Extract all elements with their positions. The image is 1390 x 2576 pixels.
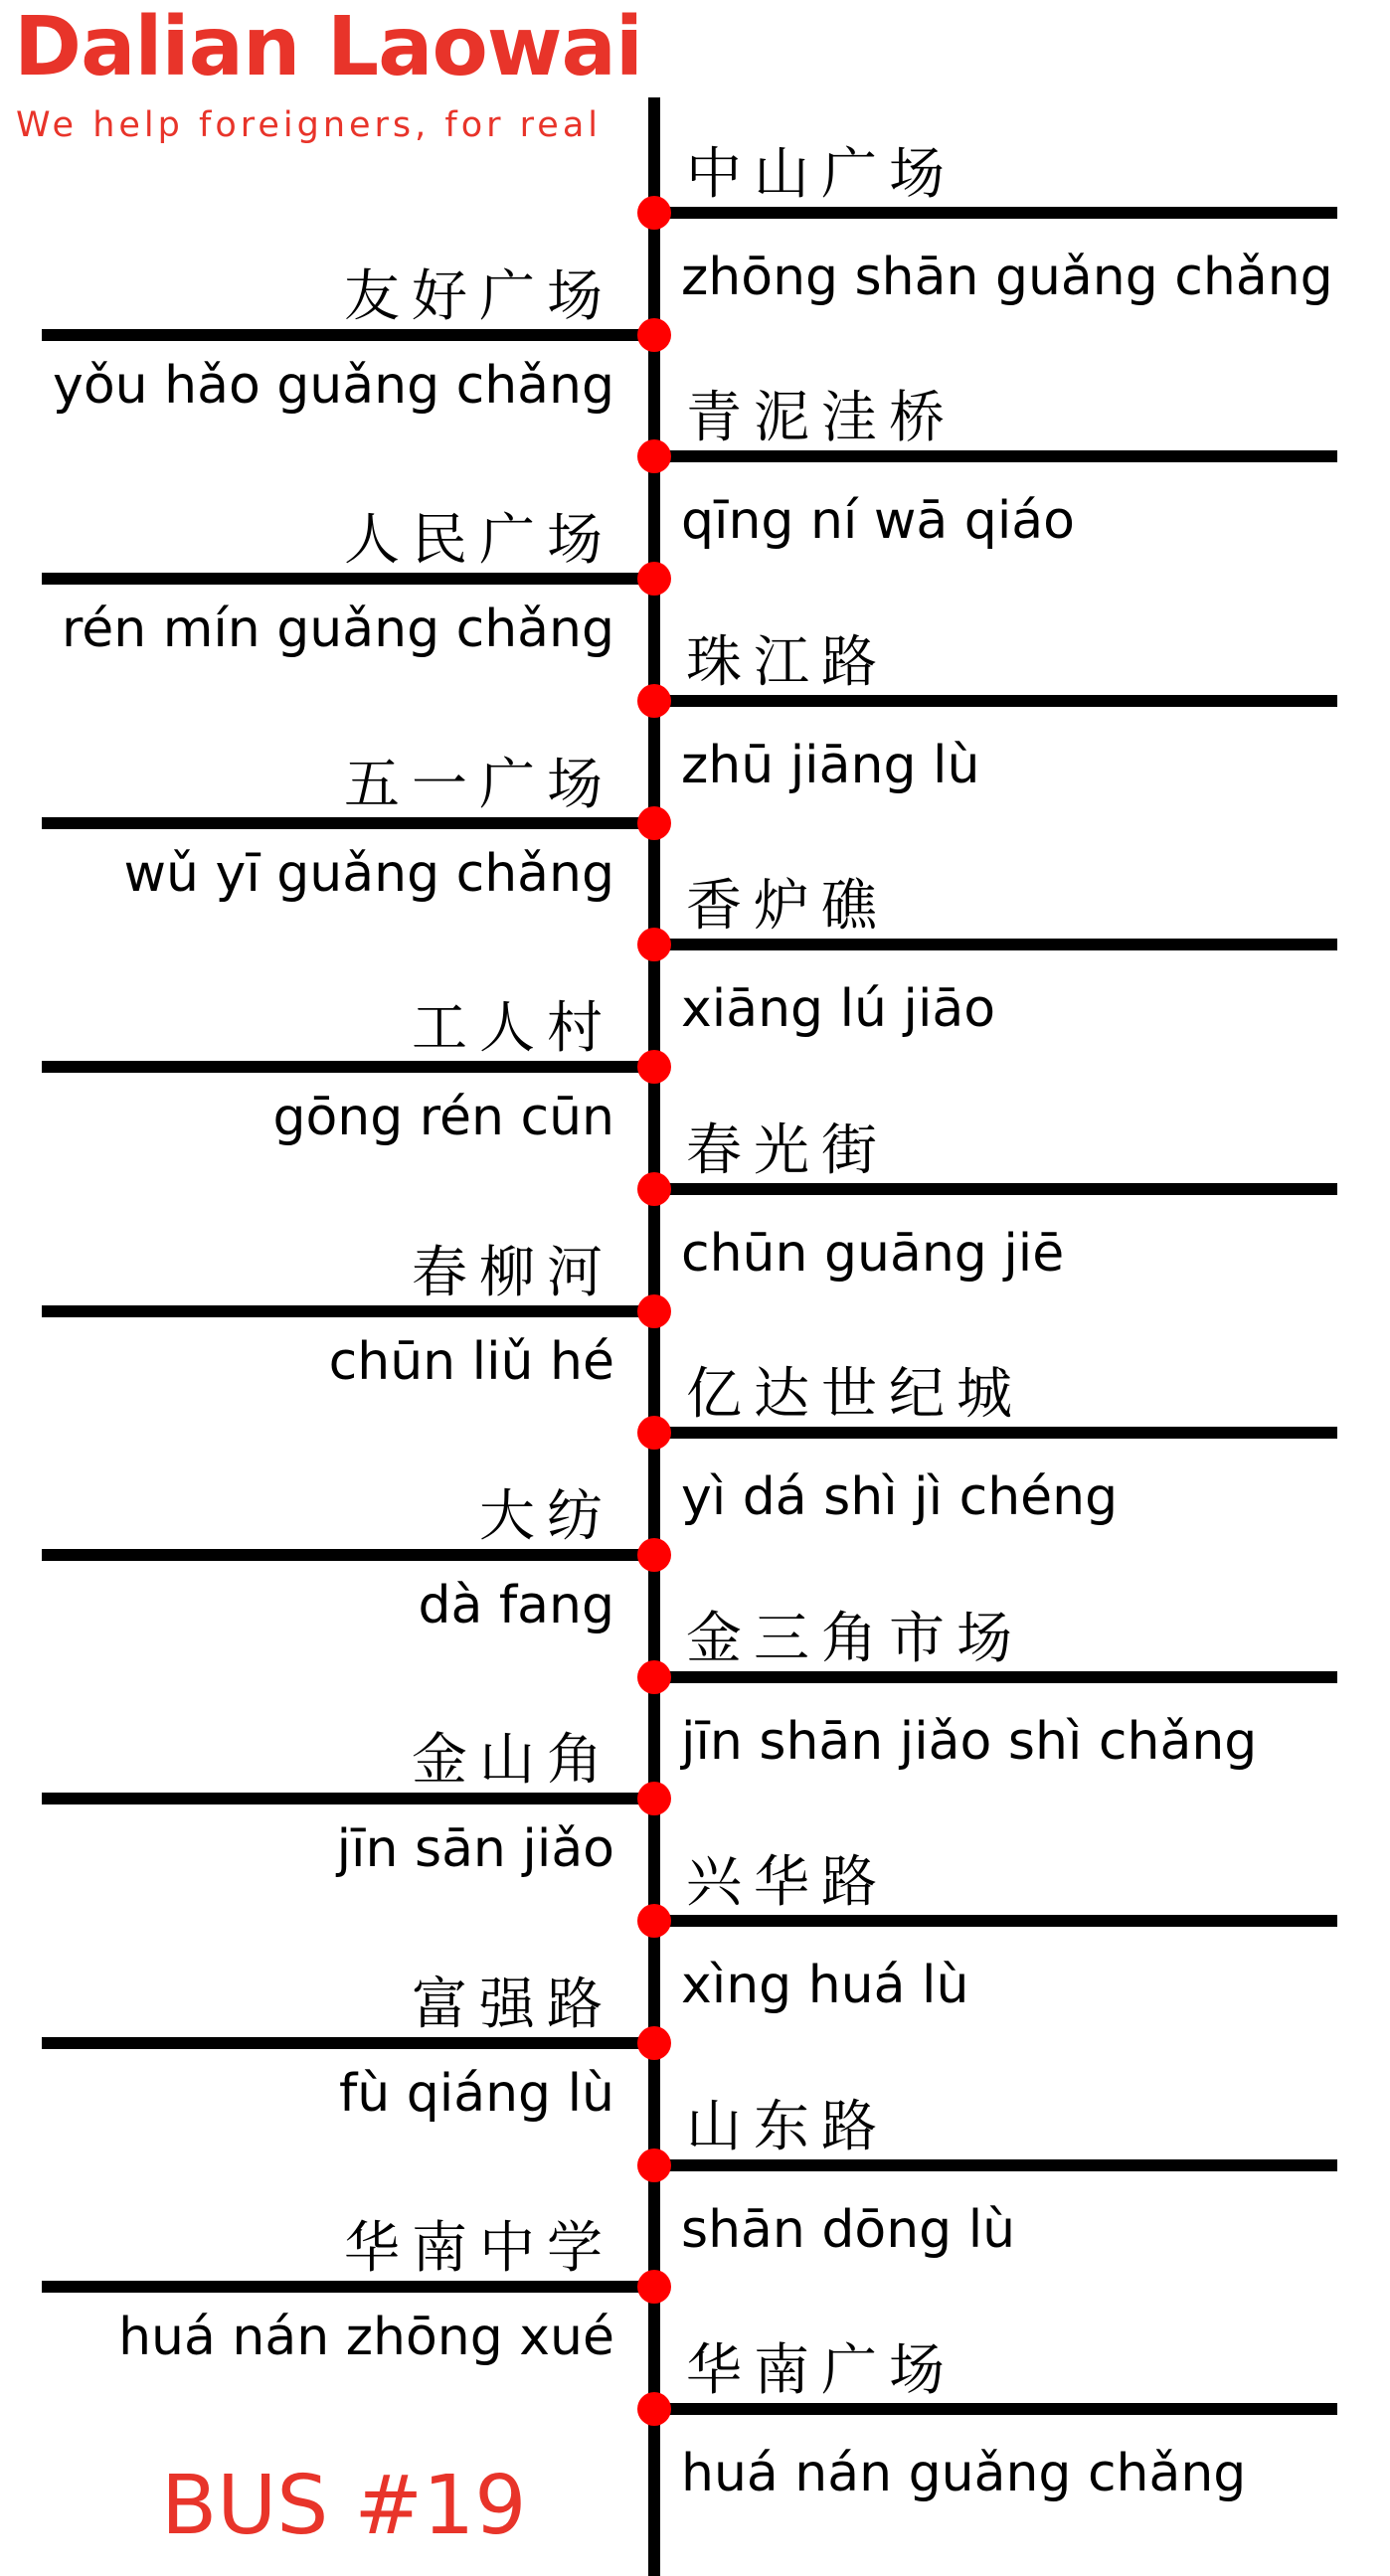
stop-name-chinese: 山东路 (686, 2095, 889, 2159)
stop-name-pinyin: shān dōng lù (681, 2200, 1016, 2260)
stop-name-pinyin: jīn sān jiǎo (336, 1819, 614, 1879)
stop-marker (637, 2270, 671, 2304)
stop-name-pinyin: qīng ní wā qiáo (681, 491, 1075, 551)
stop-name-pinyin: wǔ yī guǎng chǎng (123, 844, 614, 904)
stop-branch-line (654, 450, 1337, 462)
stop-name-chinese: 大纺 (479, 1484, 614, 1549)
stop-name-chinese: 华南中学 (344, 2216, 614, 2281)
stop-marker (637, 562, 671, 596)
stop-name-chinese: 友好广场 (344, 264, 614, 329)
stop-branch-line (654, 939, 1337, 950)
stop-branch-line (42, 1061, 654, 1073)
stop-branch-line (654, 1427, 1337, 1439)
stop-name-chinese: 青泥洼桥 (686, 386, 956, 450)
stop-labels (53, 142, 1333, 2503)
stop-marker (637, 1416, 671, 1450)
stop-name-pinyin: chūn guāng jiē (681, 1224, 1065, 1284)
stop-marker (637, 1172, 671, 1206)
stop-name-pinyin: zhū jiāng lù (681, 736, 980, 795)
stop-name-pinyin: yì dá shì jì chéng (681, 1467, 1119, 1527)
stop-marker (637, 1660, 671, 1694)
stop-name-pinyin: huá nán guǎng chǎng (681, 2444, 1247, 2503)
stop-name-chinese: 亿达世纪城 (686, 1362, 1024, 1427)
stop-branch-line (654, 695, 1337, 707)
stop-name-chinese: 金山角 (412, 1728, 614, 1793)
stop-name-chinese: 华南广场 (686, 2338, 956, 2403)
stop-branch-line (42, 1549, 654, 1561)
stop-name-pinyin: dà fang (418, 1576, 614, 1635)
stop-name-pinyin: zhōng shān guǎng chǎng (681, 248, 1333, 307)
stop-branch-line (654, 2159, 1337, 2171)
stop-name-chinese: 珠江路 (686, 630, 889, 695)
stop-branch-line (42, 2037, 654, 2049)
stop-branch-line (42, 573, 654, 585)
stop-marker (637, 928, 671, 961)
stop-marker (637, 196, 671, 230)
stop-marker (637, 1904, 671, 1938)
stop-branch-line (654, 1183, 1337, 1195)
stop-branch-line (42, 329, 654, 341)
stop-name-chinese: 兴华路 (686, 1850, 889, 1915)
stop-marker (637, 2148, 671, 2182)
stop-marker (637, 439, 671, 473)
stop-marker (637, 2026, 671, 2060)
stop-branch-line (42, 817, 654, 829)
stop-marker (637, 806, 671, 840)
stop-name-pinyin: xìng huá lù (681, 1956, 969, 2015)
stop-name-pinyin: rén mín guǎng chǎng (61, 600, 614, 659)
stop-name-chinese: 人民广场 (344, 508, 614, 573)
stop-name-chinese: 富强路 (412, 1973, 614, 2037)
stop-name-pinyin: gōng rén cūn (272, 1088, 614, 1147)
stop-name-chinese: 五一广场 (344, 753, 614, 817)
stop-marker (637, 1294, 671, 1328)
stop-branch-line (654, 1915, 1337, 1927)
stop-marker (637, 2392, 671, 2426)
brand-logo: Dalian Laowai (14, 0, 642, 94)
stop-name-pinyin: fù qiáng lù (338, 2064, 614, 2124)
stop-name-pinyin: chūn liǔ hé (328, 1332, 614, 1392)
stop-name-chinese: 香炉礁 (686, 874, 889, 939)
stop-name-chinese: 工人村 (412, 996, 614, 1061)
bus-number-label: BUS #19 (161, 2459, 527, 2553)
stop-branch-line (654, 207, 1337, 219)
stop-marker (637, 1050, 671, 1084)
stop-name-pinyin: jīn shān jiǎo shì chǎng (681, 1712, 1258, 1772)
stop-marker (637, 684, 671, 718)
stop-name-chinese: 金三角市场 (686, 1607, 1024, 1671)
stop-marker (637, 318, 671, 352)
stop-marker (637, 1782, 671, 1815)
brand-tagline: We help foreigners, for real (16, 105, 602, 145)
stop-branch-line (42, 1305, 654, 1317)
stop-marker (637, 1538, 671, 1572)
stop-branch-line (654, 2403, 1337, 2415)
stop-name-pinyin: xiāng lú jiāo (681, 979, 996, 1039)
stop-name-chinese: 春光街 (686, 1118, 889, 1183)
stop-branch-line (654, 1671, 1337, 1683)
stop-name-chinese: 中山广场 (686, 142, 956, 207)
stop-name-chinese: 春柳河 (412, 1241, 614, 1305)
stop-name-pinyin: huá nán zhōng xué (118, 2308, 614, 2367)
stop-branch-line (42, 1793, 654, 1804)
stop-name-pinyin: yǒu hǎo guǎng chǎng (53, 356, 614, 416)
stop-branch-line (42, 2281, 654, 2293)
